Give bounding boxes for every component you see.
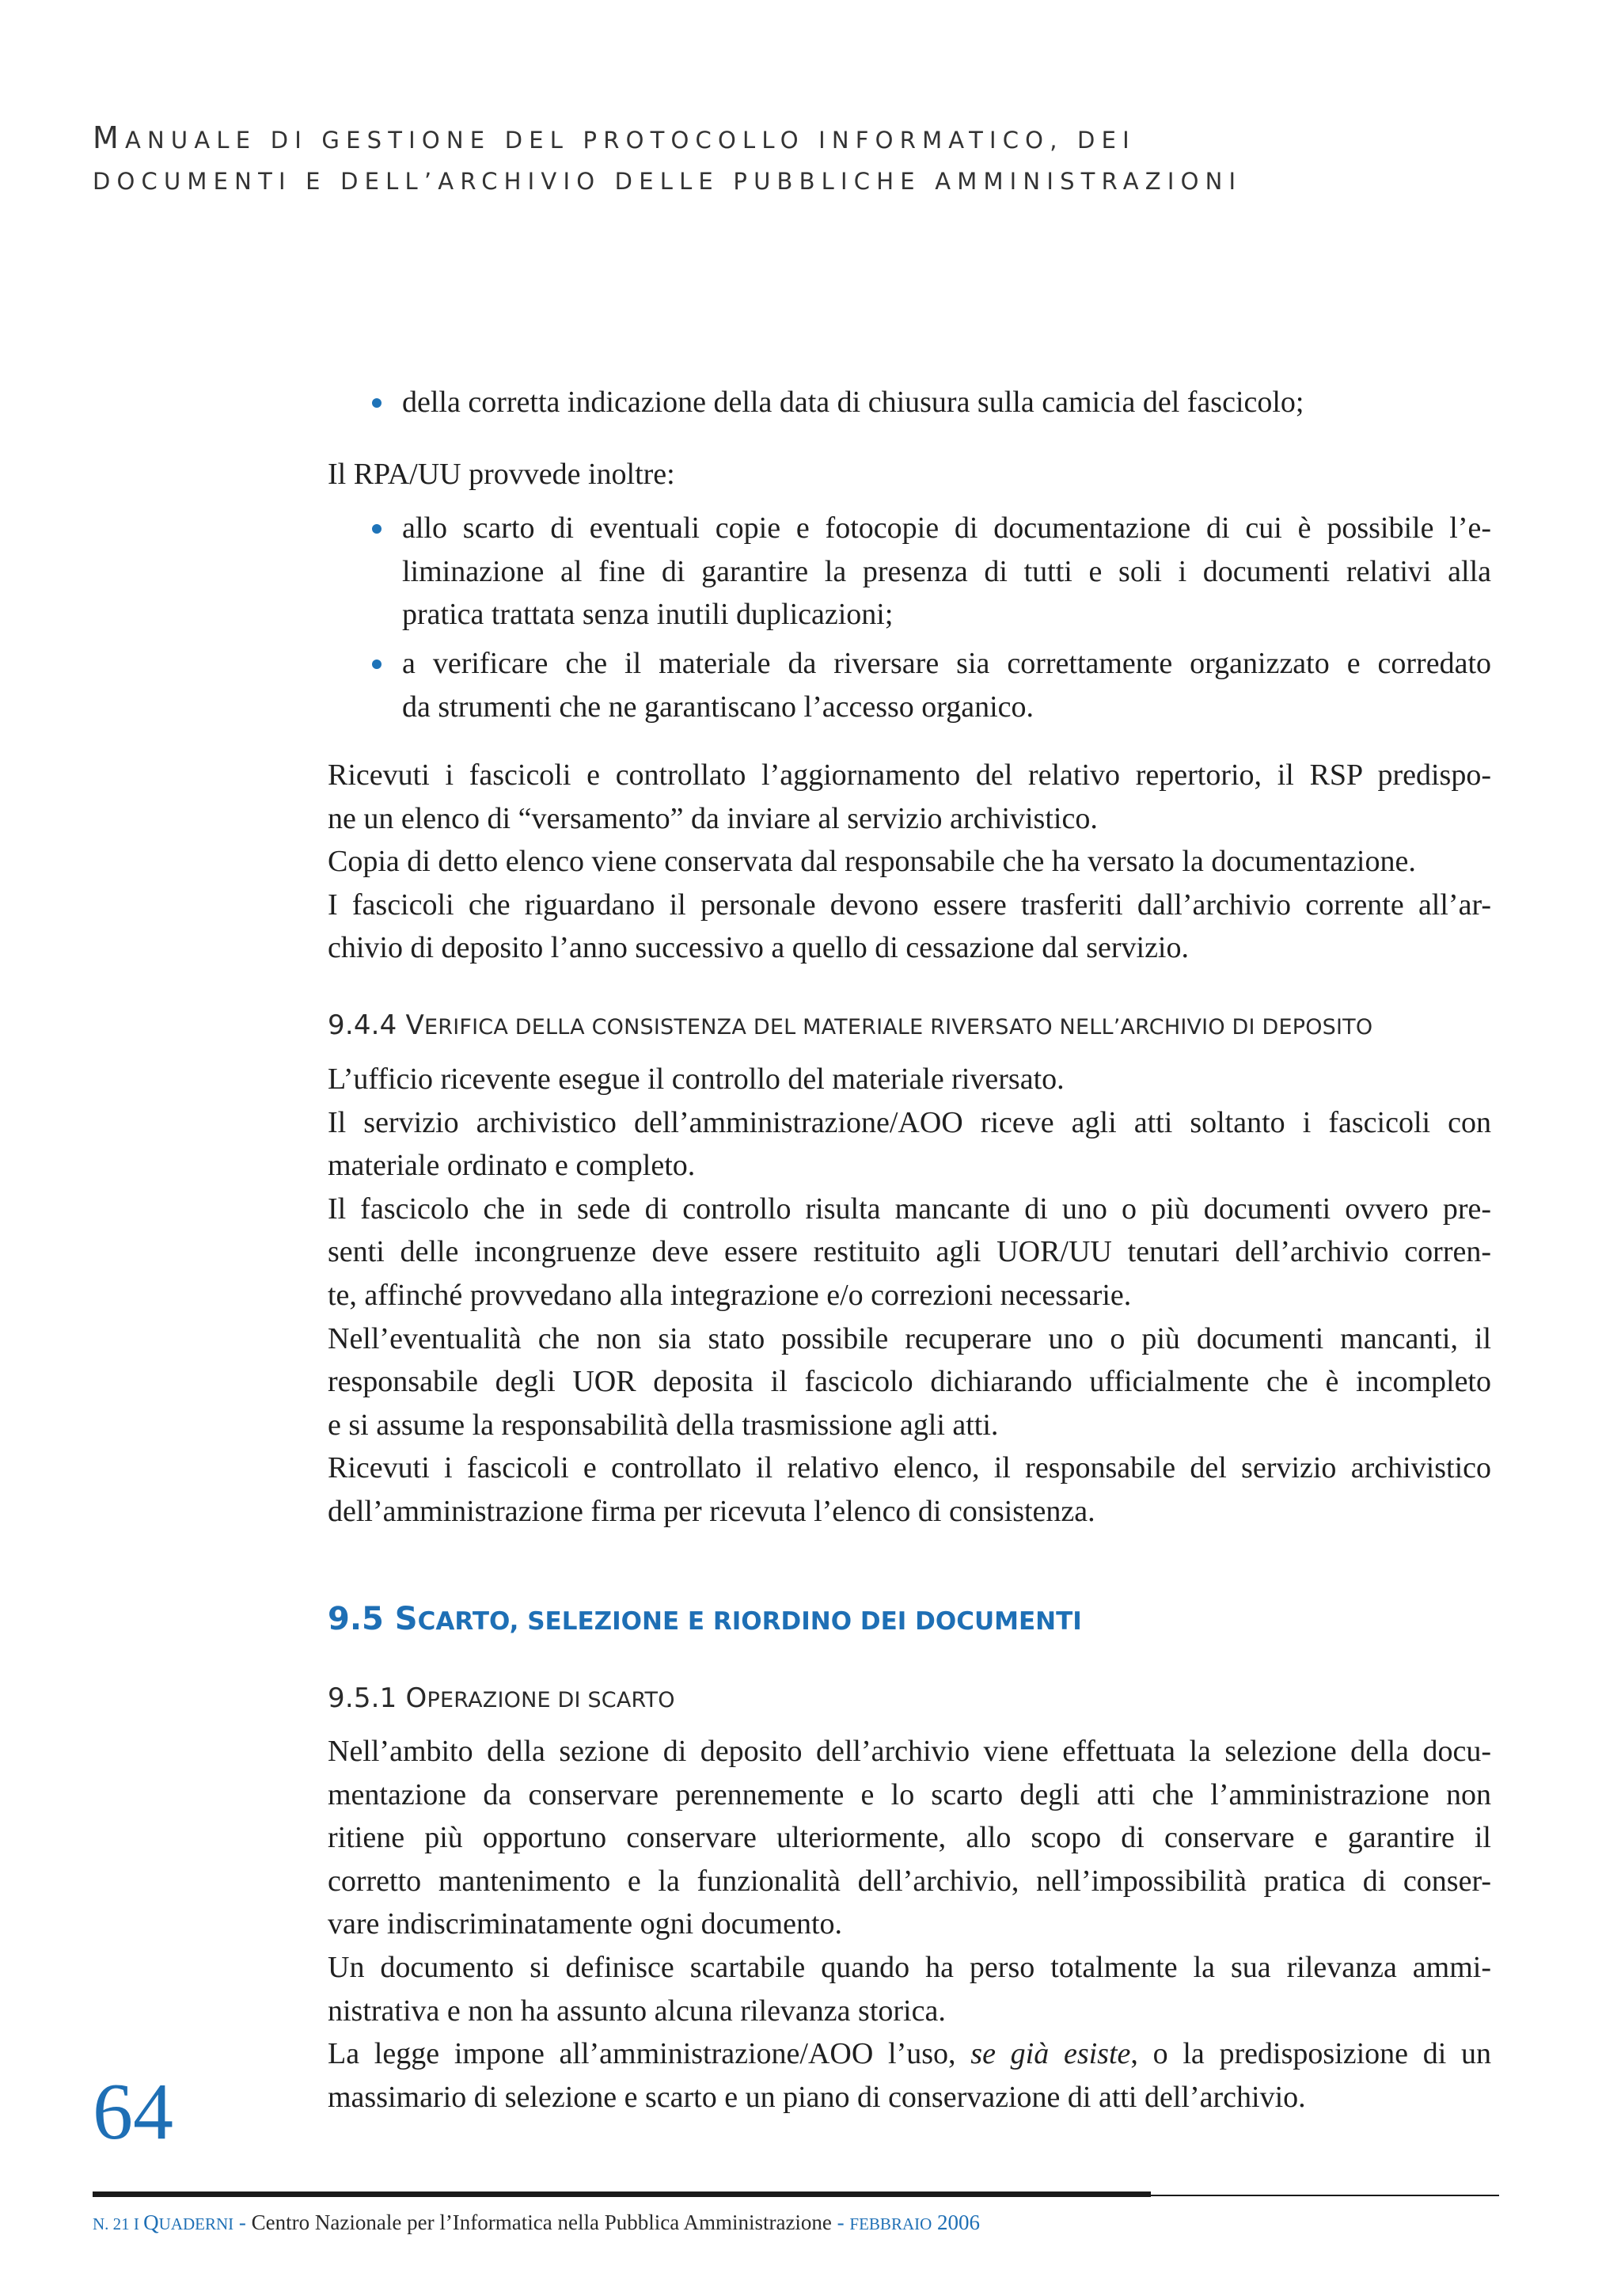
bullet-dot <box>372 660 382 669</box>
text-line: ritiene più opportuno conservare ulteriormente, allo scopo di conservare e garantire il <box>328 1821 1491 1855</box>
text-line: della corretta indicazione della data di chiusura sulla camicia del fascicolo; <box>402 386 1304 419</box>
footer-publisher: Centro Nazionale per l’Informatica nella Pubblica Amministrazione <box>251 2210 832 2234</box>
text-line: I fascicoli che riguardano il personale devono essere trasferiti dall’archivio corrente all’ar- <box>328 888 1491 922</box>
footer-series-cap: Q <box>143 2210 159 2234</box>
text-line: ne un elenco di “versamento” da inviare al servizio archivistico. <box>328 801 1098 835</box>
text-line: vare indiscriminatamente ogni documento. <box>328 1907 843 1941</box>
text-line: a verificare che il materiale da riversare sia correttamente organizzato e corredato <box>402 647 1491 680</box>
italic-emphasis: se già esiste <box>970 2037 1131 2070</box>
text-line: Nell’ambito della sezione di deposito dell’archivio viene effettuata la selezione della docu- <box>328 1735 1491 1768</box>
text-line: La legge impone all’amministrazione/AOO l’uso, se già esiste, o la predisposizione di un <box>328 2037 1492 2070</box>
text-line: liminazione al fine di garantire la presenza di tutti e soli i documenti relativi alla <box>402 554 1491 588</box>
paragraph-verifica-consistenza <box>328 1058 1491 1534</box>
text-line: te, affinché provvedano alla integrazione e/o correzioni necessarie. <box>328 1278 1132 1312</box>
bullet-dot <box>372 524 382 534</box>
paragraph-legge <box>328 2032 1491 2119</box>
footer-year: 2006 <box>932 2210 981 2234</box>
footer-rule-thick <box>93 2191 1151 2197</box>
bullet-dot <box>372 398 382 408</box>
text-line: Un documento si definisce scartabile quando ha perso totalmente la sua rilevanza ammi- <box>328 1950 1491 1984</box>
paragraph-ricevuti-fascicoli <box>328 754 1491 970</box>
text-line: nistrativa e non ha assunto alcuna rilevanza storica. <box>328 1994 946 2028</box>
text-line: Il fascicolo che in sede di controllo risulta mancante di uno o più documenti ovvero pre- <box>328 1192 1491 1226</box>
text-line: da strumenti che ne garantiscano l’accesso organico. <box>402 690 1034 724</box>
footer-rule-thin <box>1151 2195 1499 2196</box>
text-line: Nell’eventualità che non sia stato possibile recuperare uno o più documenti mancanti, il <box>328 1321 1491 1355</box>
footer-issue-number: N. 21 I <box>93 2214 144 2233</box>
running-header <box>93 117 1541 202</box>
text-line: responsabile degli UOR deposita il fascicolo dichiarando ufficialmente che è incompleto <box>328 1365 1491 1399</box>
section-heading-9-5: 9.5 SCARTO, SELEZIONE E RIORDINO DEI DOCUMENTI <box>328 1601 1082 1637</box>
text-line: e si assume la responsabilità della trasmissione agli atti. <box>328 1408 999 1442</box>
subsection-heading-9-5-1: 9.5.1 OPERAZIONE DI SCARTO <box>328 1682 675 1714</box>
text-line: Il servizio archivistico dell’amministrazione/AOO riceve agli atti soltanto i fascicoli con <box>328 1105 1491 1139</box>
running-header-line-2: DOCUMENTI E DELL’ARCHIVIO DELLE PUBBLICHE AMMINISTRAZIONI <box>93 168 1243 195</box>
subsection-heading-9-4-4: 9.4.4 VERIFICA DELLA CONSISTENZA DEL MATERIALE RIVERSATO NELL’ARCHIVIO DI DEPOSITO <box>328 1009 1373 1041</box>
paragraph-rpa: Il RPA/UU provvede inoltre: <box>328 458 675 491</box>
text-line: Ricevuti i fascicoli e controllato il relativo elenco, il responsabile del servizio archivistico <box>328 1451 1491 1485</box>
text-line: senti delle incongruenze deve essere restituito agli UOR/UU tenutari dell’archivio corren- <box>328 1235 1491 1269</box>
text-line: mentazione da conservare perennemente e lo scarto degli atti che l’amministrazione non <box>328 1777 1491 1811</box>
footer-series-rest: UADERNI <box>158 2214 234 2233</box>
text-line: corretto mantenimento e la funzionalità dell’archivio, nell’impossibilità pratica di conser- <box>328 1864 1491 1898</box>
paragraph-operazione-scarto <box>328 1730 1491 2032</box>
running-header-line-1: MANUALE DI GESTIONE DEL PROTOCOLLO INFORMATICO, DEI <box>93 120 1136 155</box>
text-line: Ricevuti i fascicoli e controllato l’aggiornamento del relativo repertorio, il RSP predispo- <box>328 758 1491 792</box>
text-line: dell’amministrazione firma per ricevuta l’elenco di consistenza. <box>328 1494 1095 1528</box>
text-line: L’ufficio ricevente esegue il controllo del materiale riversato. <box>328 1062 1065 1096</box>
text-line: massimario di selezione e scarto e un piano di conservazione di atti dell’archivio. <box>328 2080 1306 2114</box>
footer: N. 21 I QUADERNI - Centro Nazionale per l’Informatica nella Pubblica Amministrazione - FEBBRAIO 2006 <box>93 2210 981 2234</box>
page-number: 64 <box>93 2067 173 2157</box>
text-line: Copia di detto elenco viene conservata dal responsabile che ha versato la documentazione. <box>328 845 1416 879</box>
text-line: allo scarto di eventuali copie e fotocopie di documentazione di cui è possibile l’e- <box>402 511 1491 545</box>
text-line: pratica trattata senza inutili duplicazioni; <box>402 598 894 632</box>
text-line: materiale ordinato e completo. <box>328 1149 696 1183</box>
text-line: chivio di deposito l’anno successivo a quello di cessazione dal servizio. <box>328 931 1189 965</box>
footer-month: FEBBRAIO <box>849 2214 932 2233</box>
